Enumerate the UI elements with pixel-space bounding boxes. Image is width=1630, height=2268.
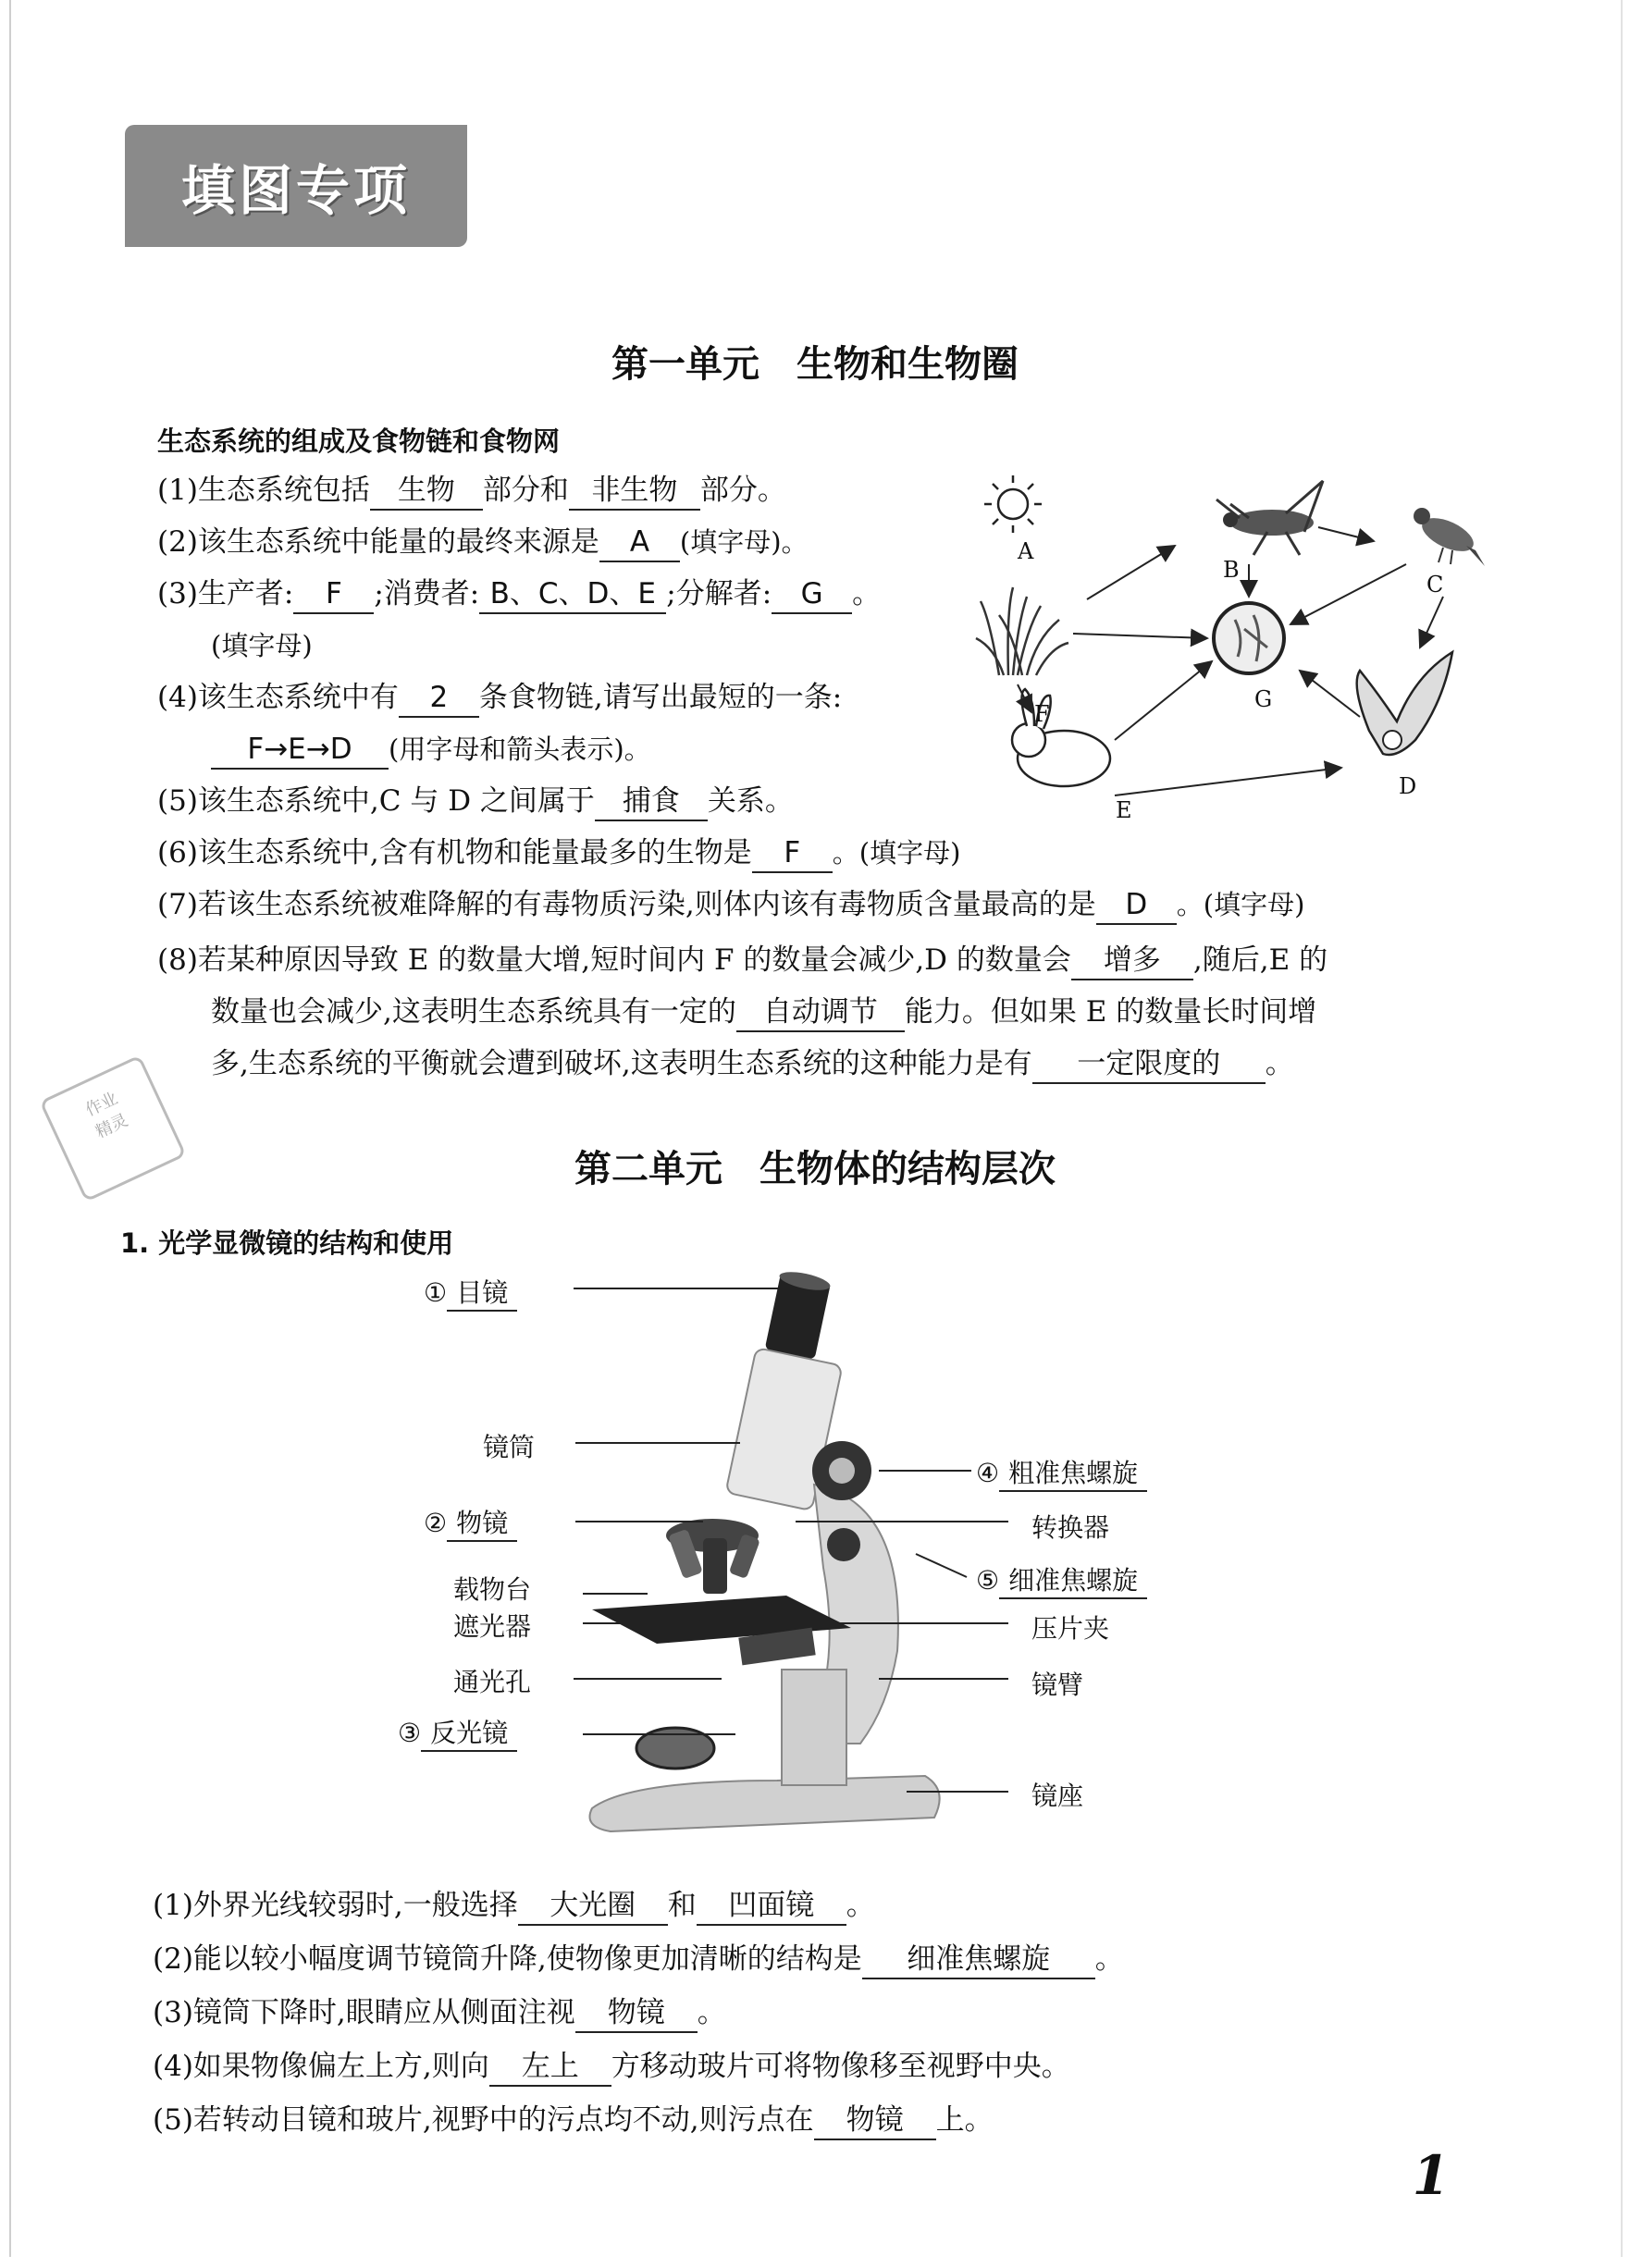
- label-aperture: 通光孔: [453, 1667, 532, 1697]
- label-eyepiece: ① 目镜: [424, 1273, 517, 1312]
- label-tube: 镜筒: [483, 1432, 536, 1462]
- answer-blank: 大光圈: [518, 1887, 668, 1926]
- label-objective: ② 物镜: [424, 1503, 517, 1542]
- unit2-section-title: 1. 光学显微镜的结构和使用: [120, 1227, 454, 1259]
- label-nosepiece: 转换器: [1031, 1512, 1110, 1543]
- unit2-q2: (2)能以较小幅度调节镜筒升降,使物像更加清晰的结构是 细准焦螺旋 。: [153, 1941, 1124, 1979]
- answer-blank: D: [1096, 886, 1177, 925]
- answer-blank: 自动调节: [736, 993, 905, 1032]
- unit1-q3: (3)生产者: F ;消费者: B、C、D、E ;分解者: G 。: [157, 575, 881, 614]
- label-C: C: [1426, 572, 1444, 598]
- label-G: G: [1254, 686, 1273, 712]
- label-diaphragm: 遮光器: [453, 1611, 532, 1642]
- answer-blank: 一定限度的: [1032, 1045, 1266, 1084]
- answer-blank: B、C、D、E: [479, 575, 666, 614]
- unit1-q6: (6)该生态系统中,含有机物和能量最多的生物是 F 。(填字母): [157, 834, 960, 873]
- unit1-q8b: 数量也会减少,这表明生态系统具有一定的 自动调节 能力。但如果 E 的数量长时间增: [211, 993, 1316, 1032]
- label-fine-focus: ⑤ 细准焦螺旋: [976, 1560, 1147, 1599]
- label-B: B: [1223, 557, 1240, 583]
- unit1-q4b: F→E→D (用字母和箭头表示)。: [211, 731, 651, 770]
- unit1-q1: (1)生态系统包括 生物 部分和 非生物 部分。: [157, 472, 786, 511]
- label-E: E: [1116, 797, 1132, 823]
- label-A: A: [1018, 538, 1034, 564]
- unit1-q3-note: (填字母): [211, 630, 313, 661]
- unit1-q4: (4)该生态系统中有 2 条食物链,请写出最短的一条:: [157, 679, 842, 718]
- unit2-title: 第二单元 生物体的结构层次: [574, 1148, 1056, 1190]
- answer-blank: 物镜: [575, 1994, 698, 2033]
- answer-blank: 捕食: [595, 783, 708, 821]
- answer-blank: 凹面镜: [697, 1887, 846, 1926]
- banner-title: 填图专项: [180, 159, 411, 222]
- unit1-q8: (8)若某种原因导致 E 的数量大增,短时间内 F 的数量会减少,D 的数量会 增多 ,随后,E 的: [157, 942, 1327, 980]
- answer-blank: F→E→D: [211, 731, 389, 770]
- unit2-q4: (4)如果物像偏左上方,则向 左上 方移动玻片可将物像移至视野中央。: [153, 2048, 1070, 2087]
- answer-blank: 2: [399, 679, 479, 718]
- label-base: 镜座: [1031, 1781, 1084, 1811]
- answer-blank: A: [599, 524, 680, 562]
- answer-blank: F: [752, 834, 833, 873]
- unit1-title: 第一单元 生物和生物圈: [611, 343, 1019, 386]
- page-number: 1: [1412, 2144, 1450, 2207]
- unit1-q7: (7)若该生态系统被难降解的有毒物质污染,则体内该有毒物质含量最高的是 D 。(填字母): [157, 886, 1304, 925]
- answer-blank: 非生物: [569, 472, 700, 511]
- unit2-q1: (1)外界光线较弱时,一般选择 大光圈 和 凹面镜 。: [153, 1887, 875, 1926]
- label-coarse-focus: ④ 粗准焦螺旋: [976, 1453, 1147, 1492]
- unit1-q8c: 多,生态系统的平衡就会遭到破坏,这表明生态系统的这种能力是有 一定限度的 。: [211, 1045, 1294, 1084]
- unit1-q2: (2)该生态系统中能量的最终来源是 A (填字母)。: [157, 524, 809, 562]
- answer-blank: G: [772, 575, 852, 614]
- label-mirror: ③ 反光镜: [398, 1713, 517, 1752]
- answer-blank: 细准焦螺旋: [862, 1941, 1095, 1979]
- unit1-section-title: 生态系统的组成及食物链和食物网: [157, 425, 561, 457]
- label-arm: 镜臂: [1031, 1670, 1084, 1700]
- label-clip: 压片夹: [1031, 1613, 1110, 1644]
- unit2-q5: (5)若转动目镜和玻片,视野中的污点均不动,则污点在 物镜 上。: [153, 2102, 994, 2140]
- watermark-stamp: 作业 精灵: [39, 1054, 186, 1202]
- label-F: F: [1034, 701, 1050, 727]
- answer-blank: 增多: [1071, 942, 1193, 980]
- answer-blank: 物镜: [814, 2102, 936, 2140]
- unit2-q3: (3)镜筒下降时,眼睛应从侧面注视 物镜 。: [153, 1994, 726, 2033]
- label-stage: 载物台: [453, 1574, 532, 1605]
- label-D: D: [1399, 773, 1417, 799]
- unit1-q5: (5)该生态系统中,C 与 D 之间属于 捕食 关系。: [157, 783, 794, 821]
- answer-blank: 生物: [370, 472, 483, 511]
- answer-blank: F: [293, 575, 374, 614]
- answer-blank: 左上: [489, 2048, 611, 2087]
